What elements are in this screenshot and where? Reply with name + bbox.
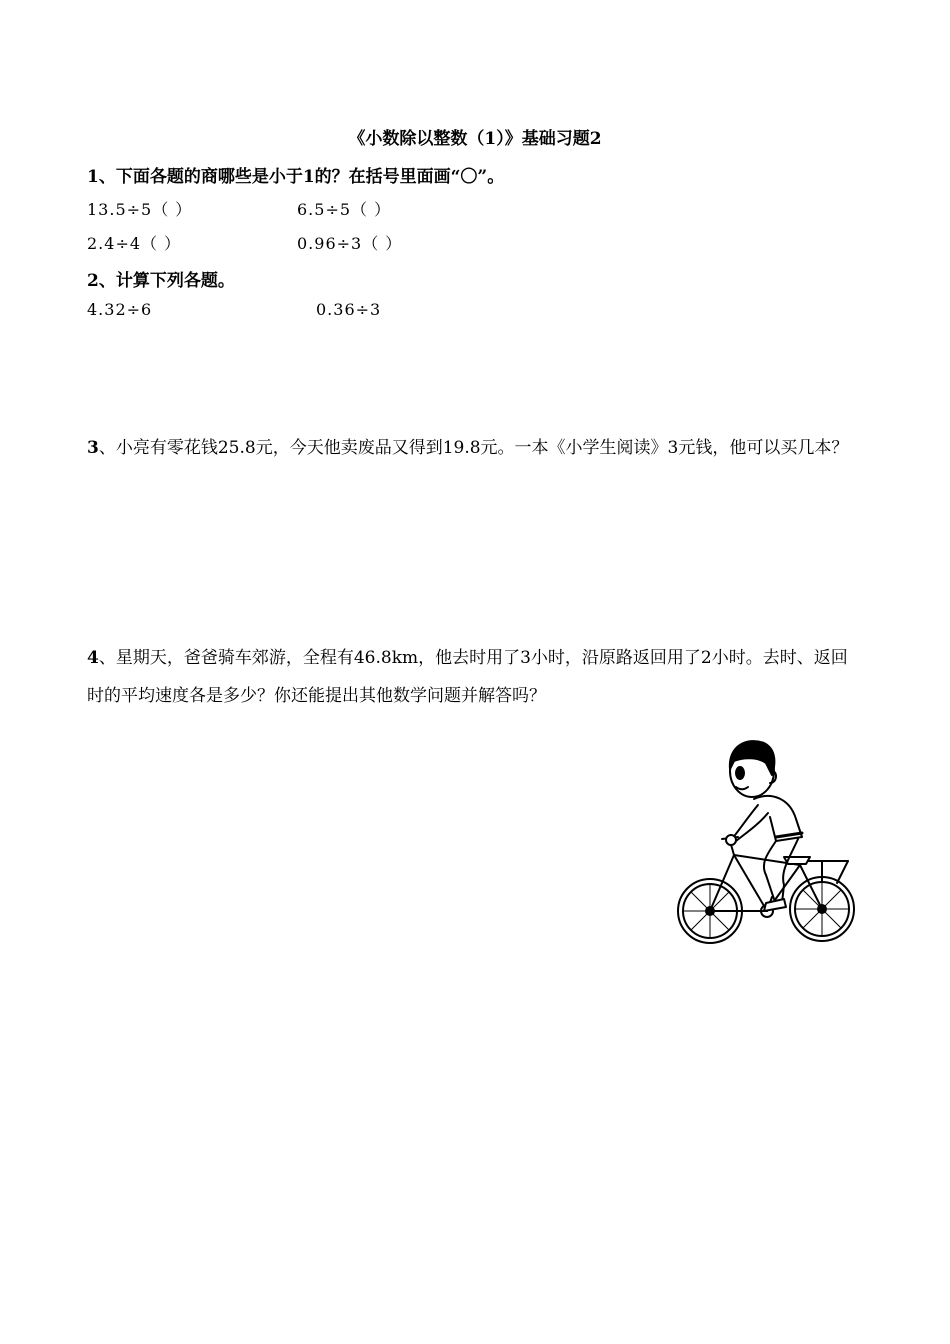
- question-2-item: 0.36÷3: [316, 300, 382, 319]
- question-1-item: 0.96÷3（ ）: [297, 234, 403, 253]
- question-4-text: 、星期天，爸爸骑车郊游，全程有46.8km，他去时用了3小时，沿原路返回用了2小时。去时、返回时的平均速度各是多少？你还能提出其他数学问题并解答吗？: [87, 648, 848, 706]
- question-3-number: 3: [87, 438, 99, 458]
- question-2-item: 4.32÷6: [87, 300, 153, 319]
- question-4-number: 4: [87, 648, 99, 668]
- question-1-item: 13.5÷5（ ）: [87, 200, 193, 219]
- question-3: [87, 429, 863, 467]
- page-title: 《小数除以整数（1）》基础习题2: [348, 129, 602, 149]
- question-1-item: 6.5÷5（ ）: [297, 200, 392, 219]
- question-4: [87, 639, 863, 715]
- question-1-heading: 1、下面各题的商哪些是小于1的？在括号里面画“〇”。: [87, 167, 505, 187]
- question-2-heading: 2、计算下列各题。: [87, 271, 235, 291]
- question-1-item: 2.4÷4（ ）: [87, 234, 182, 253]
- boy-riding-bicycle-icon: [672, 733, 862, 951]
- question-3-text: 、小亮有零花钱25.8元，今天他卖废品又得到19.8元。一本《小学生阅读》3元钱，他可以买几本？: [98, 438, 849, 458]
